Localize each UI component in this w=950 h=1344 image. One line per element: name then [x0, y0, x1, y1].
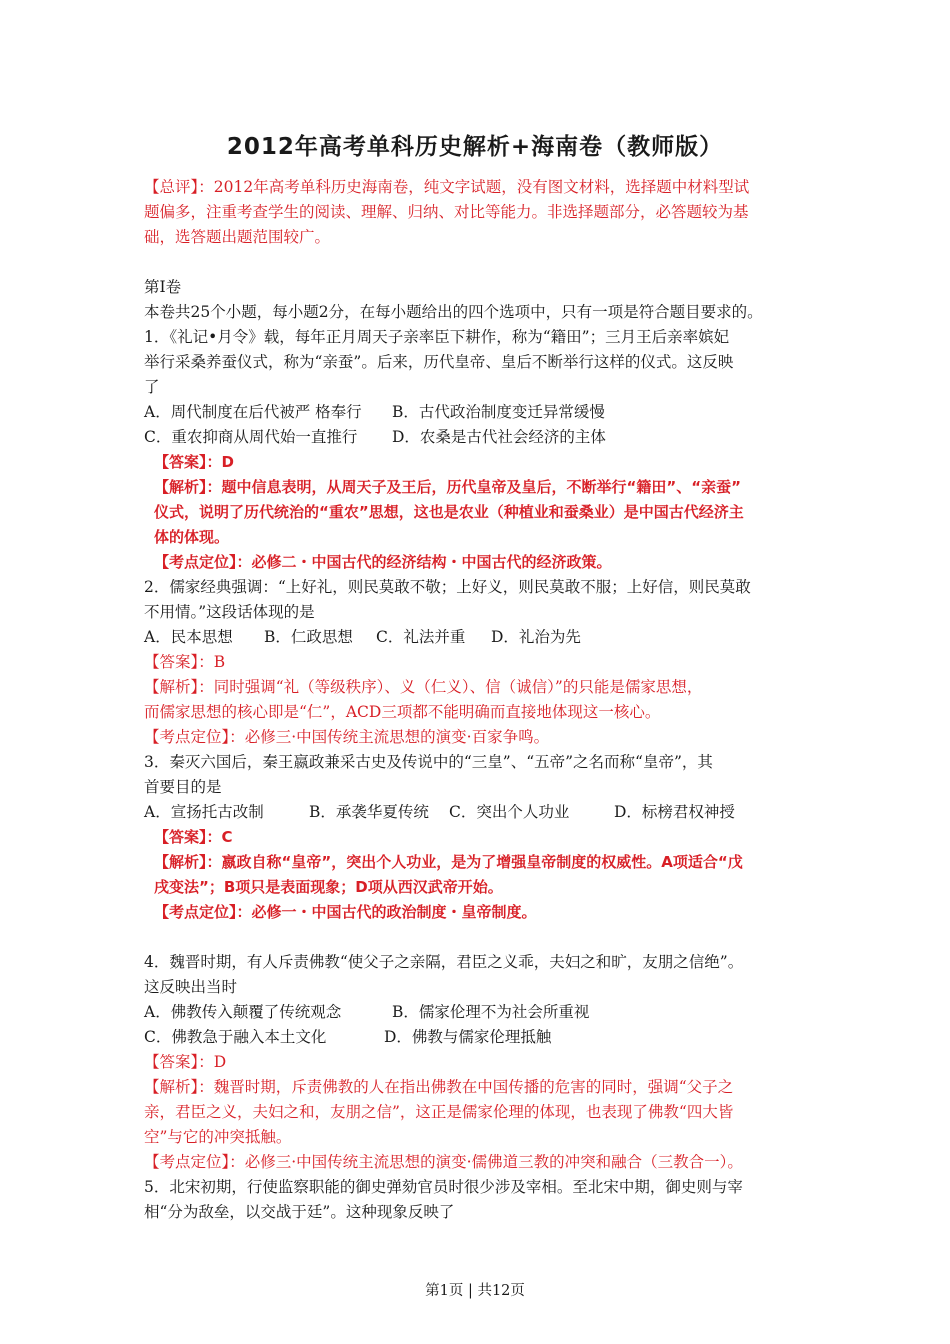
option-a: A．佛教传入颠覆了传统观念	[144, 1003, 342, 1021]
question-stem-line: 这反映出当时	[144, 978, 238, 996]
option-b: B．承袭华夏传统	[309, 803, 429, 821]
question-stem-line: 1．《礼记•月令》载，每年正月周天子亲率臣下耕作，称为“籍田”；三月王后亲率嫔妃	[144, 328, 730, 346]
summary-line-3: 础，选答题出题范围较广。	[144, 228, 331, 246]
option-row	[144, 625, 824, 650]
question-1	[144, 325, 824, 575]
option-d: D．农桑是古代社会经济的主体	[392, 428, 606, 446]
analysis-line: 体的体现。	[154, 528, 230, 546]
option-a: A．周代制度在后代被严 格奉行	[144, 403, 362, 421]
question-stem-line: 4．魏晋时期，有人斥责佛教“使父子之亲隔，君臣之义乖，夫妇之和旷，友朋之信绝”。	[144, 953, 744, 971]
question-stem-line: 2．儒家经典强调：“上好礼，则民莫敢不敬；上好义，则民莫敢不服；上好信，则民莫敢	[144, 578, 751, 596]
question-5	[144, 1175, 824, 1225]
question-stem-line: 3．秦灭六国后，秦王嬴政兼采古史及传说中的“三皇”、“五帝”之名而称“皇帝”，其	[144, 753, 713, 771]
knowledge-point: 【考点定位】：必修二・中国古代的经济结构・中国古代的经济政策。	[154, 553, 612, 571]
summary-line-2: 题偏多，注重考查学生的阅读、理解、归纳、对比等能力。非选择题部分，必答题较为基	[144, 203, 749, 221]
option-c: C．重农抑商从周代始一直推行	[144, 428, 358, 446]
option-d: D．佛教与儒家伦理抵触	[384, 1028, 552, 1046]
option-a: A．民本思想	[144, 628, 233, 646]
question-2	[144, 575, 824, 750]
answer: 【答案】：D	[154, 453, 234, 471]
page-footer: 第1页 | 共12页	[425, 1283, 525, 1299]
analysis-line: 【解析】：嬴政自称“皇帝”，突出个人功业，是为了增强皇帝制度的权威性。A项适合“戊	[154, 853, 743, 871]
knowledge-point: 【考点定位】：必修三·中国传统主流思想的演变·百家争鸣。	[144, 728, 550, 746]
section-heading: 第Ⅰ卷	[144, 278, 182, 296]
knowledge-point: 【考点定位】：必修一・中国古代的政治制度・皇帝制度。	[154, 903, 537, 921]
question-stem-line: 5．北宋初期，行使监察职能的御史弹劾官员时很少涉及宰相。至北宋中期，御史则与宰	[144, 1178, 743, 1196]
question-stem-line: 举行采桑养蚕仪式，称为“亲蚕”。后来，历代皇帝、皇后不断举行这样的仪式。这反映	[144, 353, 734, 371]
summary-line-1: 【总评】：2012年高考单科历史海南卷，纯文字试题，没有图文材料，选择题中材料型试	[144, 178, 750, 196]
summary-block	[144, 175, 824, 250]
question-4	[144, 950, 824, 1175]
option-row	[144, 1000, 824, 1025]
option-b: B．古代政治制度变迁异常缓慢	[392, 403, 605, 421]
question-stem-line: 相“分为敌垒，以交战于廷”。这种现象反映了	[144, 1203, 455, 1221]
option-row	[144, 1025, 824, 1050]
option-row	[144, 425, 824, 450]
analysis-line: 【解析】：魏晋时期，斥责佛教的人在指出佛教在中国传播的危害的同时，强调“父子之	[144, 1078, 734, 1096]
answer: 【答案】：D	[144, 1053, 227, 1071]
option-row	[144, 400, 824, 425]
answer: 【答案】：C	[154, 828, 233, 846]
page-title: 2012年高考单科历史解析+海南卷（教师版）	[226, 134, 724, 160]
summary-label: 【总评】：	[144, 178, 214, 196]
option-c: C．礼法并重	[376, 628, 466, 646]
section-intro: 本卷共25个小题，每小题2分，在每小题给出的四个选项中，只有一项是符合题目要求的。	[144, 303, 763, 321]
question-stem-line: 首要目的是	[144, 778, 222, 796]
question-stem-line: 不用情。”这段话体现的是	[144, 603, 315, 621]
question-stem-line: 了	[144, 378, 160, 396]
analysis-line: 而儒家思想的核心即是“仁”，ACD三项都不能明确而直接地体现这一核心。	[144, 703, 661, 721]
option-c: C．突出个人功业	[449, 803, 570, 821]
analysis-line: 亲，君臣之义，夫妇之和，友朋之信”，这正是儒家伦理的体现，也表现了佛教“四大皆	[144, 1103, 734, 1121]
option-c: C．佛教急于融入本土文化	[144, 1028, 327, 1046]
knowledge-point: 【考点定位】：必修三·中国传统主流思想的演变·儒佛道三教的冲突和融合（三教合一）。	[144, 1153, 743, 1171]
analysis-line: 仪式，说明了历代统治的“重农”思想，这也是农业（种植业和蚕桑业）是中国古代经济主	[154, 503, 744, 521]
analysis-line: 【解析】：题中信息表明，从周天子及王后，历代皇帝及皇后，不断举行“籍田”、“亲蚕”	[154, 478, 741, 496]
option-d: D．礼治为先	[491, 628, 581, 646]
analysis-line: 戌变法”；B项只是表面现象；D项从西汉武帝开始。	[154, 878, 503, 896]
option-d: D．标榜君权神授	[614, 803, 735, 821]
document-body	[144, 175, 824, 1225]
option-b: B．仁政思想	[264, 628, 353, 646]
option-a: A．宣扬托古改制	[144, 803, 264, 821]
option-row	[144, 800, 824, 825]
analysis-line: 空”与它的冲突抵触。	[144, 1128, 292, 1146]
answer: 【答案】：B	[144, 653, 226, 671]
analysis-line: 【解析】：同时强调“礼（等级秩序）、义（仁义）、信（诚信）”的只能是儒家思想，	[144, 678, 703, 696]
option-b: B．儒家伦理不为社会所重视	[392, 1003, 590, 1021]
question-3	[144, 750, 824, 925]
